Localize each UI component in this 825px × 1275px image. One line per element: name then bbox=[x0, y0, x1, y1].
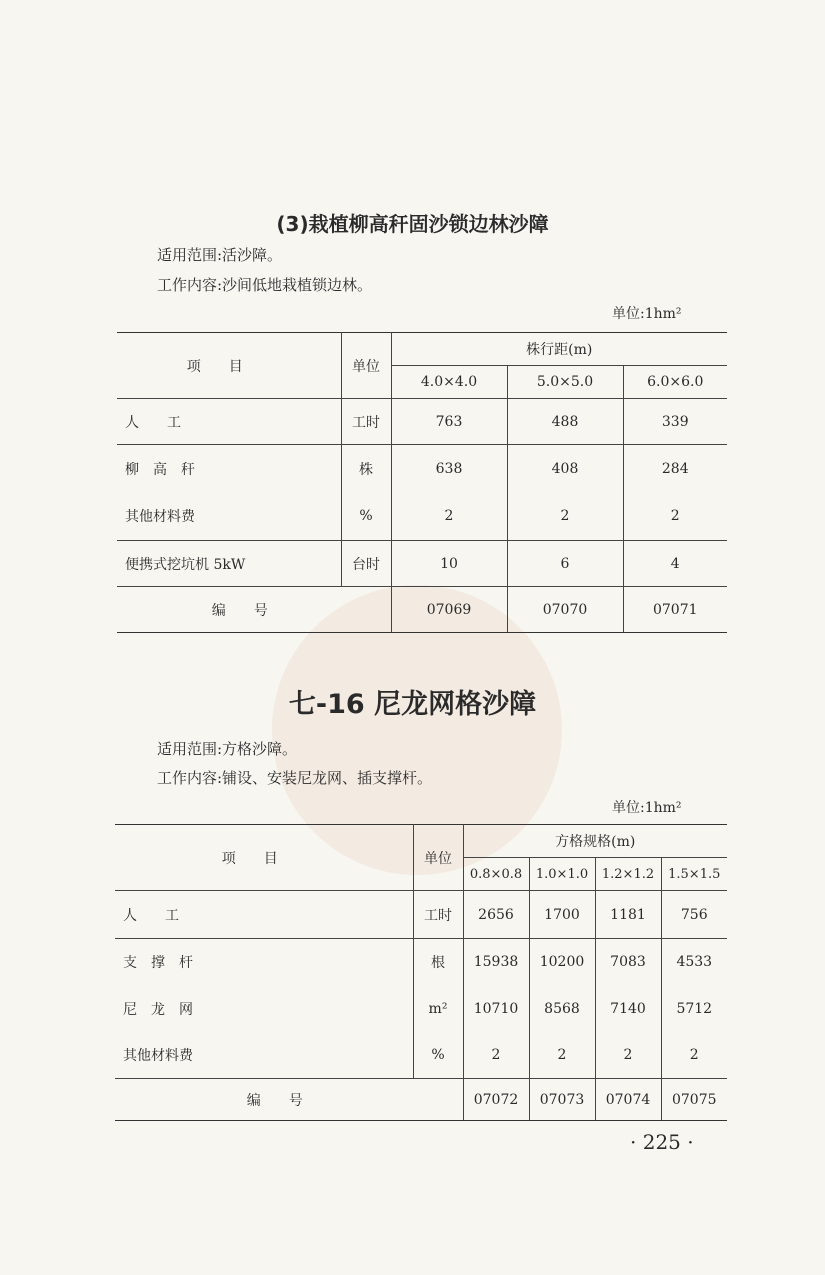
section-title: 七-16 尼龙网格沙障 bbox=[288, 689, 537, 720]
cell-value: 10710 bbox=[463, 986, 529, 1033]
header-item: 项目 bbox=[115, 825, 413, 891]
code-value: 07074 bbox=[595, 1079, 661, 1121]
row-item: 其他材料费 bbox=[117, 493, 341, 541]
row-unit: 台时 bbox=[341, 541, 391, 587]
column-header: 4.0×4.0 bbox=[391, 366, 507, 399]
quota-table bbox=[117, 332, 727, 633]
code-value: 07070 bbox=[507, 587, 623, 633]
header-item: 项目 bbox=[117, 333, 341, 399]
cell-value: 2 bbox=[463, 1033, 529, 1079]
cell-value: 2 bbox=[661, 1033, 727, 1079]
cell-value: 15938 bbox=[463, 939, 529, 986]
cell-value: 2 bbox=[529, 1033, 595, 1079]
cell-value: 1181 bbox=[595, 891, 661, 939]
row-item: 人工 bbox=[125, 414, 209, 431]
code-row bbox=[117, 587, 727, 633]
header-group: 株行距(m) bbox=[391, 333, 727, 366]
row-unit: 工时 bbox=[341, 399, 391, 445]
row-item: 其他材料费 bbox=[115, 1033, 413, 1079]
row-item: 支撑杆 bbox=[123, 955, 207, 972]
cell-value: 2 bbox=[623, 493, 727, 541]
unit-label: 单位:1hm² bbox=[612, 306, 682, 322]
section-title: (3)栽植柳高秆固沙锁边林沙障 bbox=[276, 212, 549, 236]
cell-value: 284 bbox=[623, 445, 727, 493]
header-unit: 单位 bbox=[413, 825, 463, 891]
code-value: 07073 bbox=[529, 1079, 595, 1121]
cell-value: 1700 bbox=[529, 891, 595, 939]
column-header: 5.0×5.0 bbox=[507, 366, 623, 399]
code-value: 07072 bbox=[463, 1079, 529, 1121]
cell-value: 4533 bbox=[661, 939, 727, 986]
row-unit: 株 bbox=[341, 445, 391, 493]
table-row bbox=[117, 399, 727, 445]
row-unit: 工时 bbox=[413, 891, 463, 939]
row-unit: 根 bbox=[413, 939, 463, 986]
table-row bbox=[117, 541, 727, 587]
code-label: 编号 bbox=[115, 1079, 463, 1121]
cell-value: 7083 bbox=[595, 939, 661, 986]
cell-value: 6 bbox=[507, 541, 623, 587]
work-content-text: 工作内容:铺设、安装尼龙网、插支撑杆。 bbox=[157, 769, 433, 787]
cell-value: 408 bbox=[507, 445, 623, 493]
column-header: 0.8×0.8 bbox=[463, 858, 529, 891]
code-label: 编号 bbox=[117, 587, 391, 633]
column-header: 6.0×6.0 bbox=[623, 366, 727, 399]
code-value: 07075 bbox=[661, 1079, 727, 1121]
work-content-text: 工作内容:沙间低地栽植锁边林。 bbox=[157, 276, 373, 294]
scope-text: 适用范围:活沙障。 bbox=[157, 246, 283, 264]
cell-value: 2 bbox=[507, 493, 623, 541]
quota-table bbox=[115, 824, 727, 1121]
cell-value: 7140 bbox=[595, 986, 661, 1033]
table-row bbox=[115, 986, 727, 1033]
row-item: 便携式挖坑机 5kW bbox=[117, 541, 341, 587]
column-header: 1.0×1.0 bbox=[529, 858, 595, 891]
code-value: 07069 bbox=[391, 587, 507, 633]
unit-label: 单位:1hm² bbox=[612, 800, 682, 816]
table-row bbox=[115, 939, 727, 986]
code-value: 07071 bbox=[623, 587, 727, 633]
cell-value: 2 bbox=[595, 1033, 661, 1079]
table-row bbox=[115, 891, 727, 939]
row-item: 柳高秆 bbox=[125, 461, 209, 478]
table-row bbox=[117, 445, 727, 493]
header-unit: 单位 bbox=[341, 333, 391, 399]
cell-value: 638 bbox=[391, 445, 507, 493]
header-group: 方格规格(m) bbox=[463, 825, 727, 858]
table-row bbox=[115, 1033, 727, 1079]
cell-value: 756 bbox=[661, 891, 727, 939]
cell-value: 763 bbox=[391, 399, 507, 445]
page-number: · 225 · bbox=[630, 1130, 694, 1154]
table-row bbox=[117, 493, 727, 541]
code-row bbox=[115, 1079, 727, 1121]
cell-value: 5712 bbox=[661, 986, 727, 1033]
column-header: 1.5×1.5 bbox=[661, 858, 727, 891]
scope-text: 适用范围:方格沙障。 bbox=[157, 740, 298, 758]
row-unit: m² bbox=[413, 986, 463, 1033]
row-item: 人工 bbox=[123, 907, 207, 924]
row-item: 尼龙网 bbox=[123, 1002, 207, 1018]
cell-value: 10 bbox=[391, 541, 507, 587]
cell-value: 339 bbox=[623, 399, 727, 445]
cell-value: 2 bbox=[391, 493, 507, 541]
row-unit: % bbox=[413, 1033, 463, 1079]
cell-value: 2656 bbox=[463, 891, 529, 939]
column-header: 1.2×1.2 bbox=[595, 858, 661, 891]
cell-value: 488 bbox=[507, 399, 623, 445]
cell-value: 4 bbox=[623, 541, 727, 587]
cell-value: 10200 bbox=[529, 939, 595, 986]
row-unit: % bbox=[341, 493, 391, 541]
cell-value: 8568 bbox=[529, 986, 595, 1033]
